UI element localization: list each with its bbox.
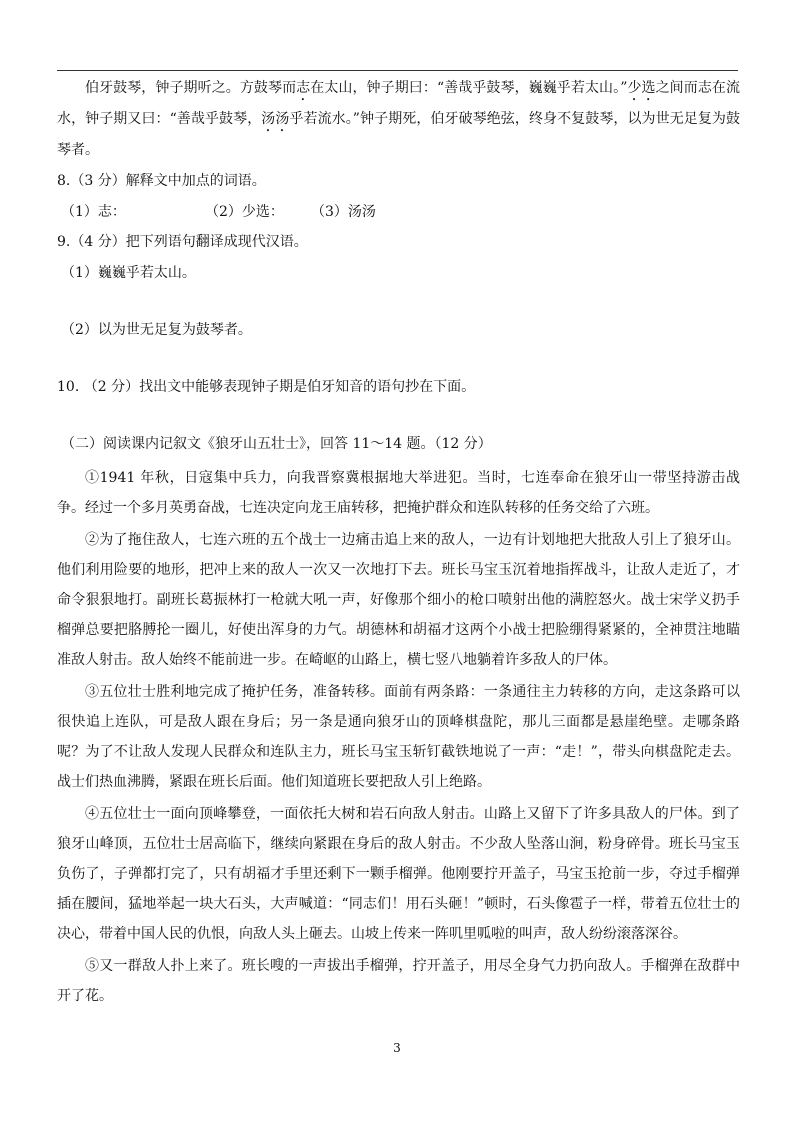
- classical-passage: 伯牙鼓琴，钟子期听之。方鼓琴而志在太山，钟子期曰：“善哉乎鼓琴，巍巍乎若太山。”少选之间而志在流水，钟子期又曰：“善哉乎鼓琴，汤汤乎若流水。”钟子期死，伯牙破琴绝弦，终身不复鼓琴，以为世无足复为鼓琴者。: [57, 80, 740, 158]
- story-paragraph-1: ①1941 年秋，日寇集中兵力，向我晋察冀根据地大举进犯。当时，七连奉命在狼牙山一带坚持游击战争。经过一个多月英勇奋战，七连决定向龙王庙转移，把掩护群众和连队转移的任务交给了六班。: [57, 470, 740, 516]
- question-9-item-1: （1）巍巍乎若太山。: [61, 265, 196, 281]
- question-8-item-3: （3）汤汤: [311, 204, 376, 220]
- question-8-item-2: （2）少选：: [205, 204, 284, 220]
- story-paragraph-4: ④五位壮士一面向顶峰攀登，一面依托大树和岩石向敌人射击。山路上又留下了许多具敌人的尸体。到了狼牙山峰顶，五位壮士居高临下，继续向紧跟在身后的敌人射击。不少敌人坠落山涧，粉身碎骨。班长马宝玉负伤了，子弹都打完了，只有胡福才手里还剩下一颗手榴弹。他刚要拧开盖子，马宝玉抢前一步，夺过手榴弹插在腰间，猛地举起一块大石头，大声喊道：“同志们！用石头砸！”顿时，石头像雹子一样，带着五位壮士的决心，带着中国人民的仇恨，向敌人头上砸去。山坡上传来一阵叽里呱啦的叫声，敌人纷纷滚落深谷。: [57, 806, 740, 942]
- question-8-item-1: （1）志：: [61, 204, 126, 220]
- story-paragraph-3: ③五位壮士胜利地完成了掩护任务，准备转移。面前有两条路：一条通往主力转移的方向，走这条路可以很快追上连队，可是敌人跟在身后；另一条是通向狼牙山的顶峰棋盘陀，那儿三面都是悬崖绝壁。走哪条路呢？为了不让敌人发现人民群众和连队主力，班长马宝玉斩钉截铁地说了一声：“走！”，带头向棋盘陀走去。战士们热血沸腾，紧跟在班长后面。他们知道班长要把敌人引上绝路。: [57, 684, 740, 790]
- page-content: [57, 73, 740, 1011]
- question-9-stem: 9.（4 分）把下列语句翻译成现代汉语。: [57, 234, 308, 250]
- story-paragraph-2: ②为了拖住敌人，七连六班的五个战士一边痛击追上来的敌人，一边有计划地把大批敌人引上了狼牙山。他们利用险要的地形，把冲上来的敌人一次又一次地打下去。班长马宝玉沉着地指挥战斗，让敌人走近了，才命令狠狠地打。副班长葛振林打一枪就大吼一声，好像那个细小的枪口喷射出他的满腔怒火。战士宋学义扔手榴弹总要把胳膊抡一圈儿，好使出浑身的力气。胡德林和胡福才这两个小战士把脸绷得紧紧的，全神贯注地瞄准敌人射击。敌人始终不能前进一步。在崎岖的山路上，横七竖八地躺着许多敌人的尸体。: [57, 532, 740, 668]
- dotted-word-shangshang: 汤汤: [261, 111, 290, 127]
- question-8-stem: 8.（3 分）解释文中加点的词语。: [57, 173, 266, 189]
- page-number: 3: [393, 1041, 401, 1055]
- question-9-item-2: （2）以为世无足复为鼓琴者。: [61, 322, 252, 338]
- question-10-stem: 10. （2 分）找出文中能够表现钟子期是伯牙知音的语句抄在下面。: [57, 379, 476, 395]
- section-2-header: （二）阅读课内记叙文《狼牙山五壮士》，回答 11～14 题。（12 分）: [61, 436, 492, 452]
- dotted-word-shaoxuan: 少选: [627, 80, 656, 96]
- story-paragraph-5: ⑤又一群敌人扑上来了。班长嗖的一声拔出手榴弹，拧开盖子，用尽全身气力扔向敌人。手榴弹在敌群中开了花。: [57, 958, 740, 1004]
- header-rule: [57, 70, 738, 71]
- dotted-word-zhi: 志: [296, 80, 311, 96]
- question-8-items: [57, 201, 740, 223]
